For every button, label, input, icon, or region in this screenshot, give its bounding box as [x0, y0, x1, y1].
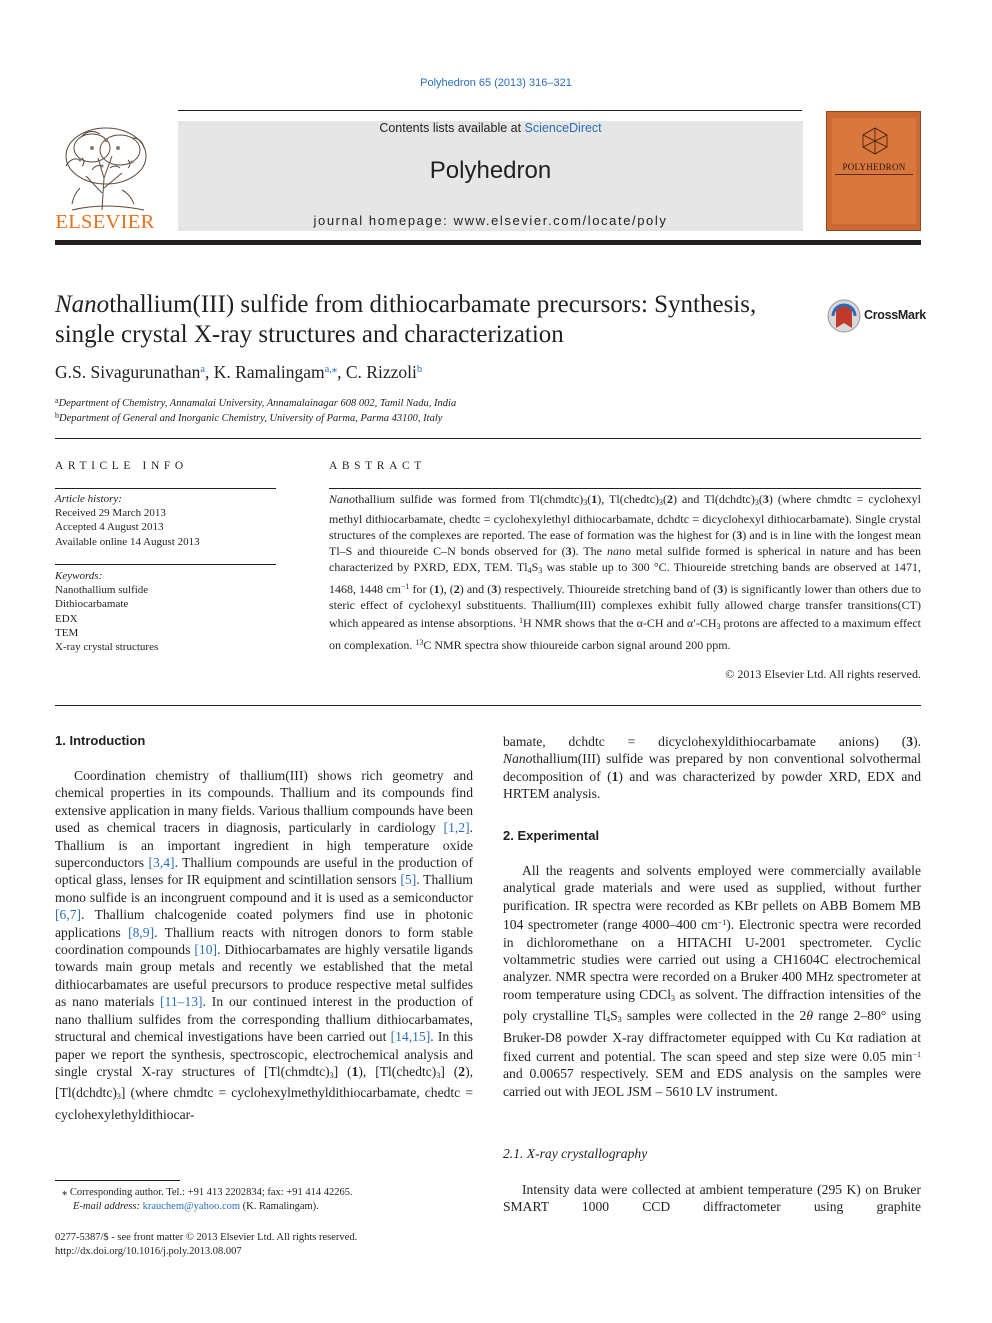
subsection-heading-xray: 2.1. X-ray crystallography: [503, 1146, 648, 1161]
experimental-paragraph: All the reagents and solvents employed were commercially available analytical grade materials and were used as supplied, without further purification. IR spectra were recorded as KBr pellets on ABB Bomem MB 104 spectrometer (range 4000–400 $cm^{-1}$). Electronic spectra were recorded in dichloromethane on a HITACHI U-2001 spectrometer. Cyclic voltammetric studies were carried out using a CH1604C electrochemical analyzer. NMR spectra were recorded on a Bruker 400 MHz spectrometer at room temperature using CDCl$_3$ as solvent. The diffraction intensities of the poly crystalline $Tl_4S_3$ samples were collected in the 2θ range 2–80° using Bruker-D8 powder X-ray diffractometer equipped with Cu Kα radiation at fixed current and potential. The scan speed and step size were 0.05 $\min^{-1}$ and 0.00657 respectively. SEM and EDS analysis on the samples were carried out with JEOL JSM – 5610 LV instrument.: [503, 863, 921, 1099]
journal-cover-thumbnail[interactable]: [826, 111, 921, 231]
introduction-continuation: bamate, dchdtc = dicyclohexyldithiocarbamate anions) (3). Nanothallium(III) sulfide was prepared by non conventional solvothermal decomposition of (1) and was characterized by powder XRD, EDX and HRTEM analysis.: [503, 734, 921, 802]
history-accepted: Accepted 4 August 2013: [55, 521, 164, 534]
crossmark-icon: [827, 298, 861, 334]
author-name: C. Rizzoli: [345, 362, 417, 382]
article-info-heading: ARTICLE INFO: [55, 460, 188, 472]
affiliation: [55, 411, 442, 424]
footnote-rule: [55, 1180, 180, 1181]
keywords-label: Keywords:: [55, 570, 103, 582]
affiliation-marker: a: [55, 396, 59, 405]
author-name: K. Ramalingam: [213, 362, 325, 382]
author-list: G.S. Sivagurunathan$^a$, K. Ramalingam$^{a,⁎}$, C. Rizzoli$^b$: [55, 362, 423, 382]
email-suffix: (K. Ramalingam).: [240, 1201, 319, 1212]
author-affiliation-link[interactable]: a,⁎: [324, 364, 338, 375]
keyword: TEM: [55, 626, 79, 639]
affiliation-rule: [55, 438, 921, 439]
title-italic-prefix: Nano: [55, 291, 110, 318]
sciencedirect-link[interactable]: ScienceDirect: [524, 121, 602, 135]
email-link[interactable]: krauchem@yahoo.com: [142, 1201, 241, 1212]
crossmark-label: CrossMark: [864, 308, 926, 322]
affiliation: [55, 396, 456, 409]
title-line-2: single crystal X-ray structures and characterization: [55, 321, 564, 348]
journal-reference[interactable]: Polyhedron 65 (2013) 316–321: [420, 77, 572, 89]
section-heading-introduction: 1. Introduction: [55, 733, 146, 748]
cover-title: POLYHEDRON: [842, 162, 906, 172]
abstract-text: Nanothallium sulfide was formed from $Tl(chmdtc)_3(1)$, $Tl(chedtc)_3(2)$ and $Tl(dchdtc)_3(3)$ (where chmdtc = cyclohexyl methyl dithiocarbamate, chedtc = cyclohexylethyl dithiocarbamate, dchdtc = dicyclohexyl dithiocarbamate). Single crystal structures of the complexes are reported. The ease of formation was the highest for (3) and is in line with the longest mean Tl–S and thioureide C–N bonds observed for (3). The nano metal sulfide formed is spherical in nature and has been characterized by PXRD, EDX, TEM. $Tl_4S_3$ was stable up to 300 °C. Thioureide stretching bands are observed at 1471, 1468, 1448 $cm^{-1}$ for (1), (2) and (3) respectively. Thioureide stretching band of (3) is significantly lower than others due to steric effect of cyclohexyl substituents. Thallium(III) complexes exhibit fully allowed charge transfer transitions(CT) which appeared as intense absorptions. $^1$H NMR shows that the α-CH and $\alpha'-CH_3$ protons are affected to a maximum effect on complexation. $^{13}$C NMR spectra show thioureide carbon signal around 200 ppm.: [329, 492, 922, 652]
xray-paragraph: Intensity data were collected at ambient temperature (295 K) on Bruker SMART 1000 CCD diffractometer using graphite: [503, 1182, 921, 1215]
abstract-bottom-rule: [55, 705, 921, 706]
article-title: [55, 290, 815, 350]
affiliation-text: Department of Chemistry, Annamalai University, Annamalainagar 608 002, Tamil Nadu, India: [58, 398, 457, 409]
doi-link[interactable]: http://dx.doi.org/10.1016/j.poly.2013.08.007: [55, 1246, 242, 1257]
journal-name: Polyhedron: [429, 157, 552, 184]
abstract-rule: [329, 488, 921, 489]
section-heading-experimental: 2. Experimental: [503, 828, 600, 843]
contents-line: [178, 121, 803, 135]
copyright-notice: © 2013 Elsevier Ltd. All rights reserved.: [725, 667, 921, 681]
article-info-rule: [55, 488, 276, 489]
introduction-paragraph: Coordination chemistry of thallium(III) shows rich geometry and chemical properties in its compounds. Thallium and its compounds find extensive application in many fields. Various thallium compounds have been used as chemical tracers in diagnosis, particularly in cardiology [1,2]. Thallium is an important ingredient in high temperature oxide superconductors [3,4]. Thallium compounds are useful in the production of optical glass, lenses for IR equipment and scintillation sensors [5]. Thallium mono sulfide is an incongruent compound and it is used as a semiconductor [6,7]. Thallium chalcogenide coated polymers find use in photonic applications [8,9]. Thallium reacts with nitrogen donors to form stable coordination compounds [10]. Dithiocarbamates are highly versatile ligands towards main group metals and recently we established that the metal dithiocarbamates are useful precursors to produce respective metal sulfides as nano materials [11–13]. In our continued interest in the production of nano thallium sulfides from the corresponding thallium dithiocarbamates, structural and chemical investigations have been carried out [14,15]. In this paper we report the synthesis, spectroscopic, electrochemical analysis and single crystal X-ray structures of $[Tl(chmdtc)_3]$ (1), $[Tl(chedtc)_3]$ (2), $[Tl(dchdtc)_3]$ (where chmdtc = cyclohexylmethyldithiocarbamate, chedtc = cyclohexylethyldithiocar-: [55, 768, 473, 1122]
email-label: E-mail address:: [73, 1201, 143, 1212]
cover-panel: [832, 118, 916, 224]
keywords-rule: [55, 564, 276, 565]
author-affiliation-link[interactable]: a: [200, 364, 206, 375]
history-label: Article history:: [55, 493, 122, 505]
polyhedron-cover-icon: [860, 126, 890, 156]
keyword: Nanothallium sulfide: [55, 584, 149, 597]
history-online: Available online 14 August 2013: [55, 535, 200, 548]
title-line-1: thallium(III) sulfide from dithiocarbamate precursors: Synthesis,: [109, 291, 757, 318]
email-note: [73, 1200, 319, 1214]
keyword: X-ray crystal structures: [55, 641, 159, 654]
article-history: [55, 492, 200, 549]
header-thick-rule: [55, 240, 921, 245]
abstract-heading: ABSTRACT: [329, 460, 426, 472]
author-affiliation-link[interactable]: b: [416, 364, 423, 375]
keyword: Dithiocarbamate: [55, 598, 129, 611]
keywords: [55, 569, 158, 654]
affiliation-text: Department of General and Inorganic Chemistry, University of Parma, Parma 43100, Italy: [59, 413, 443, 424]
contents-prefix: Contents lists available at: [379, 121, 525, 135]
header-rule: [178, 110, 802, 111]
crossmark-button[interactable]: [827, 298, 927, 334]
homepage-url[interactable]: www.elsevier.com/locate/poly: [453, 213, 668, 228]
corresponding-author-note: ⁎ Corresponding author. Tel.: +91 413 2202834; fax: +91 414 42265.: [62, 1187, 353, 1198]
cover-band: [835, 174, 913, 175]
affiliation-marker: b: [55, 411, 59, 420]
author-name: G.S. Sivagurunathan: [55, 362, 201, 382]
issn-note: 0277-5387/$ - see front matter © 2013 Elsevier Ltd. All rights reserved.: [55, 1232, 358, 1243]
journal-homepage: [178, 213, 803, 228]
homepage-prefix: journal homepage:: [313, 213, 454, 228]
elsevier-wordmark: ELSEVIER: [55, 211, 155, 233]
history-received: Received 29 March 2013: [55, 507, 166, 520]
keyword: EDX: [55, 612, 78, 625]
